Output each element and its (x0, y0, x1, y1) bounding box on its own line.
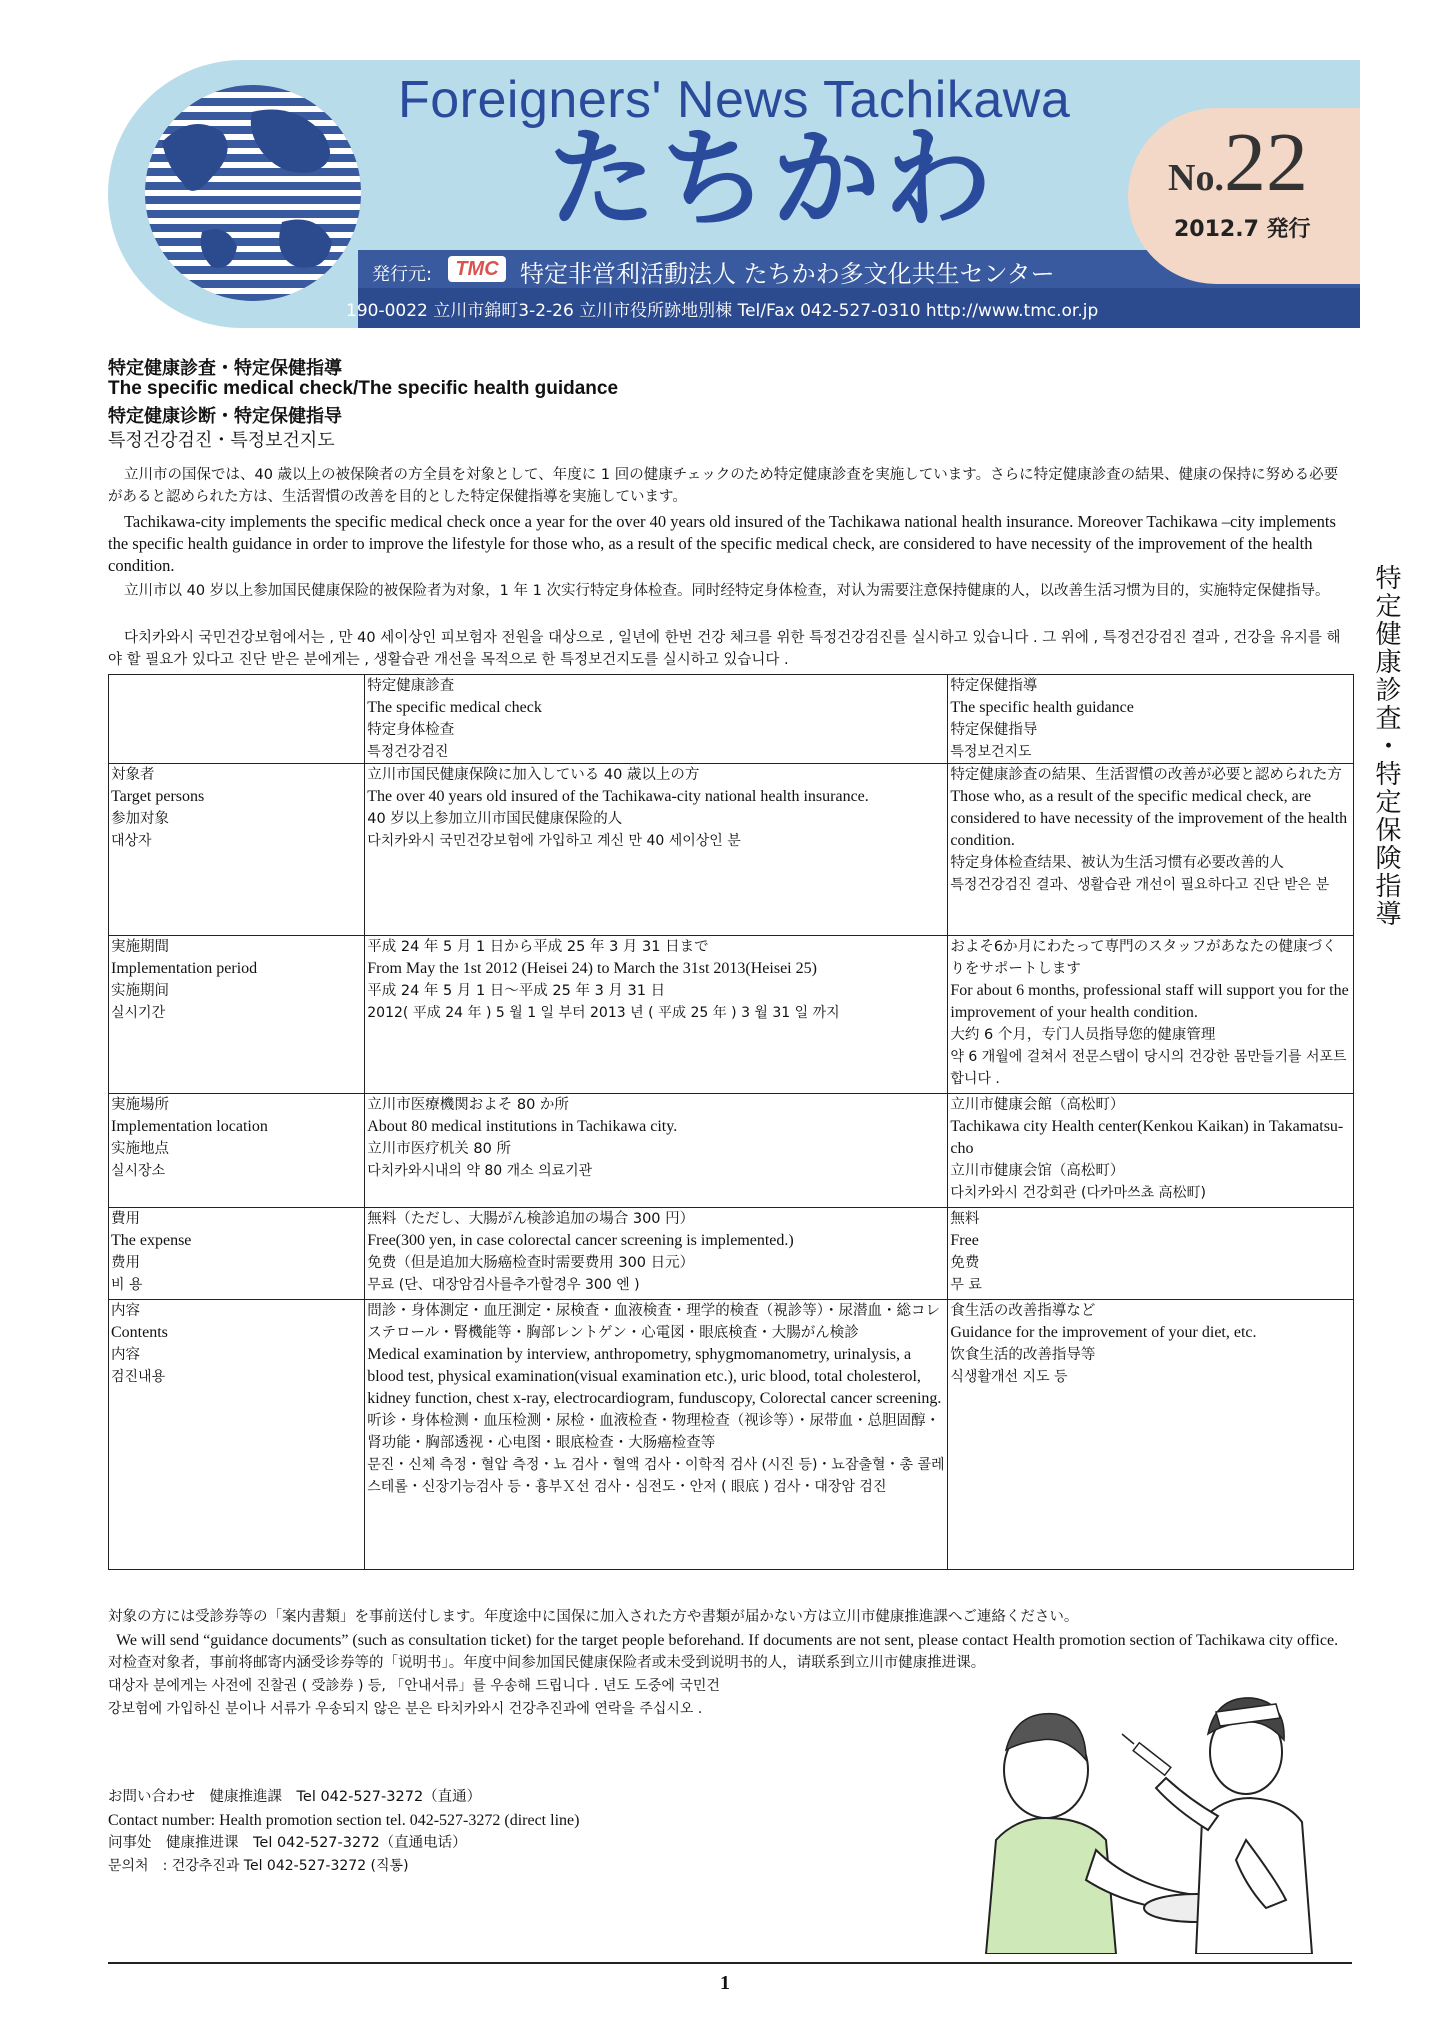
cell-en: Those who, as a result of the specific medical check, are considered to have necessity of the improvement of the health condition. (950, 788, 1348, 849)
cell-en: Contents (111, 1324, 168, 1341)
cell-kr: 무 료 (950, 1277, 982, 1293)
cell-jp: 特定健康診査 (367, 678, 455, 694)
medical-check-table (108, 674, 1354, 1570)
cell-cn: 实施地点 (111, 1141, 169, 1157)
intro-en: Tachikawa-city implements the specific medical check once a year for the over 40 years old insured of the Tachikawa national health insurance. Moreover Tachikawa –city implements the specific health guidance in order to improve the lifestyle for those who, as a result of the specific medical check, are considered to have necessity of the improvement of the health condition. (108, 512, 1336, 575)
cell-cn: 免费（但是追加大肠癌检查时需要费用 300 日元） (367, 1255, 695, 1271)
page-number: 1 (720, 1972, 730, 1994)
cell-kr: 검진내용 (111, 1369, 166, 1385)
cell-jp: 内容 (111, 1303, 140, 1319)
cell-jp: 費用 (111, 1211, 140, 1227)
publisher-label: 発行元: (372, 264, 433, 285)
row-label (109, 1208, 365, 1300)
cell-en: Guidance for the improvement of your diet, etc. (950, 1324, 1257, 1341)
cell-kr: 실시기간 (111, 1005, 166, 1021)
header-banner (108, 60, 1360, 328)
cell-en: Implementation period (111, 960, 258, 977)
cell-cn: 参加对象 (111, 811, 169, 827)
publisher-name: 特定非営利活動法人 たちかわ多文化共生センター (520, 260, 1055, 288)
cell-en: Target persons (111, 788, 205, 805)
table-row (109, 1094, 1354, 1208)
row-health-guidance (948, 1300, 1354, 1570)
cell-en: Tachikawa city Health center(Kenkou Kaikan) in Takamatsu-cho (950, 1118, 1344, 1157)
cell-jp: 無料（ただし、大腸がん検診追加の場合 300 円） (367, 1211, 695, 1227)
table-row (109, 764, 1354, 936)
tmc-logo-text: TMC (455, 258, 499, 280)
row-label (109, 936, 365, 1094)
table-header-empty (109, 675, 365, 764)
cell-kr: 실시장소 (111, 1163, 166, 1179)
row-label (109, 1300, 365, 1570)
tmc-logo (448, 256, 506, 282)
cell-jp: 立川市健康会館（高松町） (950, 1097, 1125, 1113)
cell-cn: 免费 (950, 1255, 980, 1271)
cell-jp: 対象者 (111, 767, 155, 783)
contact-kr: 문의처 : 건강추진과 Tel 042-527-3272 (직통) (108, 1858, 409, 1874)
globe-icon (142, 82, 364, 304)
cell-en: For about 6 months, professional staff will support you for the improvement of your health condition. (950, 982, 1349, 1021)
cell-en: About 80 medical institutions in Tachikawa city. (367, 1118, 678, 1135)
newsletter-title-jp: たちかわ (548, 117, 997, 242)
note-kr-2: 강보험에 가입하신 분이나 서류가 우송되지 않은 분은 타치카와시 건강추진과에 연락을 주십시오 . (108, 1701, 703, 1717)
cell-jp: 問診・身体測定・血圧測定・尿検査・血液検査・理学的検査（視診等）・尿潜血・総コレステロール・腎機能等・胸部レントゲン・心電図・眼底検査・大腸がん検診 (367, 1303, 940, 1341)
side-vertical-label: 特定健康診査・特定保険指導 (1371, 564, 1401, 928)
heading-jp: 特定健康診査・特定保健指導 (108, 358, 342, 379)
cell-kr: 식생활개선 지도 등 (950, 1369, 1068, 1385)
cell-kr: 약 6 개월에 걸쳐서 전문스탭이 당시의 건강한 몸만들기를 서포트합니다 . (950, 1049, 1347, 1087)
cell-en: Medical examination by interview, anthropometry, sphygmomanometry, urinalysis, a blood test, physical examination(visual examination etc.), uric blood, total cholesterol, kidney function, chest x-ray, electrocardiogram, funduscopy, Colorectal cancer screening. (367, 1346, 942, 1407)
cell-cn: 实施期间 (111, 983, 169, 999)
cell-jp: 実施期間 (111, 939, 169, 955)
row-medical-check (365, 1300, 948, 1570)
row-label (109, 1094, 365, 1208)
contact-cn: 问事处 健康推进课 Tel 042-527-3272（直通电话） (108, 1835, 467, 1851)
table-header-health-guidance (948, 675, 1354, 764)
row-health-guidance (948, 936, 1354, 1094)
cell-en: From May the 1st 2012 (Heisei 24) to March the 31st 2013(Heisei 25) (367, 960, 817, 977)
intro-jp: 立川市の国保では、40 歳以上の被保険者の方全員を対象として、年度に 1 回の健康チェックのため特定健康診査を実施しています。さらに特定健康診査の結果、健康の保持に努める必要があると認められた方は、生活習慣の改善を目的とした特定保健指導を実施しています。 (108, 467, 1339, 505)
cell-en: The specific health guidance (950, 699, 1134, 716)
row-medical-check (365, 1094, 948, 1208)
cell-en: The specific medical check (367, 699, 542, 716)
cell-kr: 특정건강검진 결과、생활습관 개선이 필요하다고 진단 받은 분 (950, 877, 1330, 893)
cell-cn: 平成 24 年 5 月 1 日～平成 25 年 3 月 31 日 (367, 983, 666, 999)
cell-kr: 무료 (단、대장암검사를추가할경우 300 엔 ) (367, 1277, 640, 1293)
cell-jp: 立川市医療機関およそ 80 か所 (367, 1097, 569, 1113)
row-health-guidance (948, 764, 1354, 936)
issue-date: 2012.7 発行 (1174, 217, 1311, 242)
cell-en: The expense (111, 1232, 192, 1249)
cell-kr: 2012( 平成 24 年 ) 5 월 1 일 부터 2013 년 ( 平成 25 年 ) 3 월 31 일 까지 (367, 1005, 840, 1021)
newsletter-title-en: Foreigners' News Tachikawa (398, 71, 1071, 129)
contact-jp: お問い合わせ 健康推進課 Tel 042-527-3272（直通） (108, 1789, 482, 1805)
table-header-row (109, 675, 1354, 764)
cell-jp: 平成 24 年 5 月 1 日から平成 25 年 3 月 31 日まで (367, 939, 709, 955)
issue-number-value: 22 (1223, 116, 1308, 209)
nurse-injection-illustration (946, 1690, 1352, 1954)
cell-kr: 다치카와시 국민건강보험에 가입하고 계신 만 40 세이상인 분 (367, 833, 741, 849)
note-kr-1: 대상자 분에게는 사전에 진찰권 ( 受診券 ) 등, 「안내서류」를 우송해 드립니다 . 년도 도중에 국민건 (108, 1678, 720, 1694)
cell-kr: 비 용 (111, 1277, 143, 1293)
note-jp: 対象の方には受診券等の「案内書類」を事前送付します。年度途中に国保に加入された方や書類が届かない方は立川市健康推進課へご連絡ください。 (108, 1609, 1079, 1625)
cell-jp: 特定健康診査の結果、生活習慣の改善が必要と認められた方 (950, 767, 1342, 783)
cell-en: Free(300 yen, in case colorectal cancer screening is implemented.) (367, 1232, 794, 1249)
cell-kr: 다치카와시 건강회관 (다카마쓰쵸 高松町) (950, 1185, 1207, 1201)
issue-badge (1128, 108, 1360, 284)
cell-cn: 内容 (111, 1347, 140, 1363)
cell-jp: およそ6か月にわたって専門のスタッフがあなたの健康づくりをサポートします (950, 939, 1337, 977)
cell-cn: 特定保健指导 (950, 722, 1038, 738)
row-health-guidance (948, 1094, 1354, 1208)
contact-info (108, 1786, 728, 1878)
issue-number-prefix: No. (1168, 157, 1224, 199)
cell-cn: 立川市医疗机关 80 所 (367, 1141, 511, 1157)
cell-cn: 40 岁以上参加立川市国民健康保险的人 (367, 811, 623, 827)
note-en: We will send “guidance documents” (such as consultation ticket) for the target people beforehand. If documents are not sent, please contact Health promotion section of Tachikawa city office. (116, 1632, 1339, 1649)
table-row (109, 1300, 1354, 1570)
heading-kr: 특정건강검진・특정보건지도 (108, 430, 335, 451)
intro-kr: 다치카와시 국민건강보험에서는 , 만 40 세이상인 피보험자 전원을 대상으로 , 일년에 한번 건강 체크를 위한 특정건강검진를 실시하고 있습니다 . 그 위에 , 특정건강검진 결과 , 건강을 유지를 해야 할 필요가 있다고 진단 받은 분에게는 , 생활습관 개선을 목적으로 한 특정보건지도를 실시하고 있습니다 . (108, 630, 1341, 668)
cell-cn: 饮食生活的改善指导等 (950, 1347, 1096, 1363)
cell-cn: 特定身体检查 (367, 722, 455, 738)
footer-divider (108, 1962, 1352, 1964)
table-row (109, 936, 1354, 1094)
contact-en: Contact number: Health promotion section tel. 042-527-3272 (direct line) (108, 1812, 580, 1829)
cell-en: Free (950, 1232, 979, 1249)
row-health-guidance (948, 1208, 1354, 1300)
cell-jp: 立川市国民健康保険に加入している 40 歳以上の方 (367, 767, 700, 783)
cell-kr: 대상자 (111, 833, 152, 849)
cell-jp: 無料 (950, 1211, 980, 1227)
cell-cn: 特定身体检查结果、被认为生活习惯有必要改善的人 (950, 855, 1284, 871)
publisher-address: 190-0022 立川市錦町3-2-26 立川市役所跡地別棟 Tel/Fax 042-527-0310 http://www.tmc.or.jp (346, 301, 1099, 321)
intro-cn: 立川市以 40 岁以上参加国民健康保险的被保险者为对象，1 年 1 次实行特定身体检查。同时经特定身体检查，对认为需要注意保持健康的人，以改善生活习惯为目的，实施特定保健指导。 (124, 583, 1330, 599)
row-medical-check (365, 1208, 948, 1300)
note-cn: 对检查对象者，事前将邮寄内涵受诊券等的「说明书」。年度中间参加国民健康保险者或未受到说明书的人，请联系到立川市健康推进课。 (108, 1655, 986, 1671)
cell-cn: 立川市健康会馆（高松町） (950, 1163, 1125, 1179)
heading-cn: 特定健康诊断・特定保健指导 (108, 406, 342, 427)
cell-kr: 특정보건지도 (950, 744, 1032, 760)
cell-kr: 문진・신체 측정・혈압 측정・뇨 검사・혈액 검사・이학적 검사 (시진 등)・뇨잠출혈・총 콜레스테롤・신장기능검사 등・흉부Ｘ선 검사・심전도・안저 ( 眼底 ) 검사・대장암 검진 (367, 1457, 945, 1495)
cell-cn: 费用 (111, 1255, 140, 1271)
cell-en: Implementation location (111, 1118, 268, 1135)
issue-number (1168, 114, 1308, 211)
cell-jp: 実施場所 (111, 1097, 169, 1113)
heading-en: The specific medical check/The specific health guidance (108, 378, 619, 399)
cell-en: The over 40 years old insured of the Tachikawa-city national health insurance. (367, 788, 869, 805)
cell-jp: 特定保健指導 (950, 678, 1038, 694)
table-row (109, 1208, 1354, 1300)
cell-kr: 특정건강검진 (367, 744, 449, 760)
row-label (109, 764, 365, 936)
row-medical-check (365, 764, 948, 936)
row-medical-check (365, 936, 948, 1094)
table-header-medical-check (365, 675, 948, 764)
cell-cn: 听诊・身体检测・血压检测・尿检・血液检查・物理检查（视诊等）・尿带血・总胆固醇・肾功能・胸部透视・心电图・眼底检查・大肠癌检查等 (367, 1413, 940, 1451)
cell-jp: 食生活の改善指導など (950, 1303, 1096, 1319)
cell-kr: 다치카와시내의 약 80 개소 의료기관 (367, 1163, 593, 1179)
cell-cn: 大约 6 个月，专门人员指导您的健康管理 (950, 1027, 1216, 1043)
